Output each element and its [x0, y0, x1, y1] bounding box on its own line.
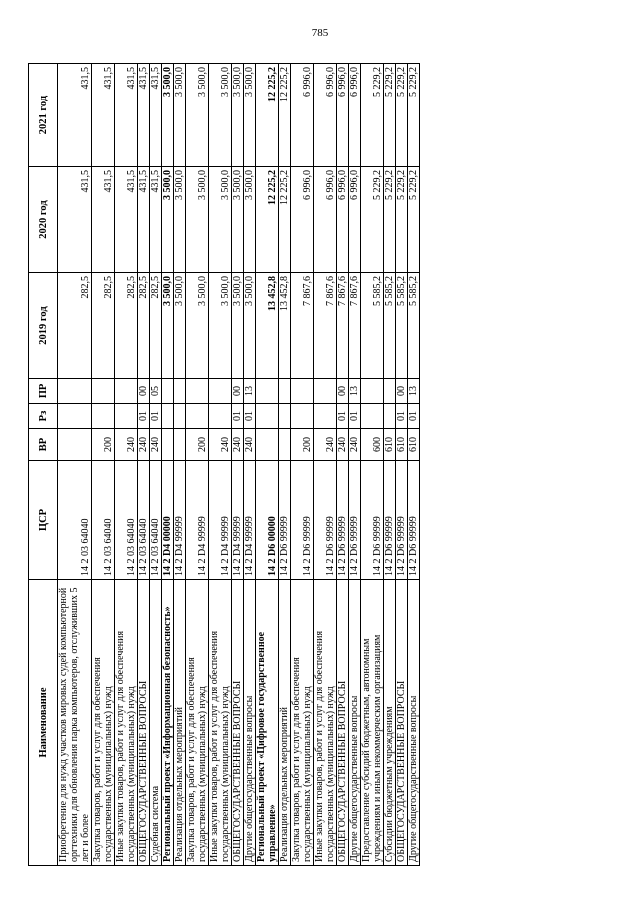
table-row — [186, 64, 209, 866]
row-rz — [279, 404, 291, 429]
row-2021: 3 500,0 — [186, 64, 209, 167]
row-vr — [279, 429, 291, 461]
row-vr: 240 — [115, 429, 138, 461]
table-row — [396, 64, 408, 866]
row-csr: 14 2 D4 99999 — [209, 461, 232, 580]
row-2019: 5 585,2 — [384, 273, 396, 379]
row-2021: 12 225,2 — [279, 64, 291, 167]
row-2019: 13 452,8 — [256, 273, 279, 379]
row-vr — [174, 429, 186, 461]
row-rz — [162, 404, 174, 429]
row-csr: 14 2 D4 00000 — [162, 461, 174, 580]
row-2020: 6 996,0 — [314, 167, 337, 273]
table-row — [279, 64, 291, 866]
row-csr: 14 2 D6 99999 — [337, 461, 349, 580]
rotated-page — [28, 64, 564, 866]
row-2019: 3 500,0 — [174, 273, 186, 379]
row-pr — [209, 379, 232, 404]
row-pr: 00 — [232, 379, 244, 404]
row-csr: 14 2 03 64040 — [138, 461, 150, 580]
row-2021: 6 996,0 — [337, 64, 349, 167]
row-2019: 3 500,0 — [244, 273, 256, 379]
header-rz: Рз — [29, 404, 58, 429]
row-rz — [361, 404, 384, 429]
row-2019: 7 867,6 — [337, 273, 349, 379]
row-vr: 600 — [361, 429, 384, 461]
row-2020: 6 996,0 — [349, 167, 361, 273]
table-row — [349, 64, 361, 866]
row-2020: 5 229,2 — [361, 167, 384, 273]
row-2019: 7 867,6 — [291, 273, 314, 379]
row-2021: 3 500,0 — [244, 64, 256, 167]
row-vr: 240 — [314, 429, 337, 461]
row-rz: 01 — [408, 404, 420, 429]
row-csr: 14 2 D6 99999 — [384, 461, 396, 580]
row-2021: 431,5 — [115, 64, 138, 167]
row-csr: 14 2 D4 99999 — [244, 461, 256, 580]
row-csr: 14 2 03 64040 — [115, 461, 138, 580]
row-2019: 5 585,2 — [408, 273, 420, 379]
row-pr: 13 — [408, 379, 420, 404]
row-2020: 431,5 — [150, 167, 162, 273]
table-row — [361, 64, 384, 866]
row-vr: 610 — [408, 429, 420, 461]
row-vr — [58, 429, 92, 461]
row-pr — [162, 379, 174, 404]
row-vr: 200 — [92, 429, 115, 461]
row-pr: 00 — [138, 379, 150, 404]
row-name: Судебная система — [150, 580, 162, 866]
row-2021: 12 225,2 — [256, 64, 279, 167]
row-vr: 240 — [150, 429, 162, 461]
row-2021: 3 500,0 — [209, 64, 232, 167]
row-vr: 200 — [291, 429, 314, 461]
row-name: Субсидии бюджетным учреждениям — [384, 580, 396, 866]
row-csr: 14 2 D4 99999 — [186, 461, 209, 580]
row-2020: 431,5 — [58, 167, 92, 273]
row-2021: 5 229,2 — [361, 64, 384, 167]
row-2019: 7 867,6 — [314, 273, 337, 379]
row-csr: 14 2 D6 99999 — [291, 461, 314, 580]
row-rz — [384, 404, 396, 429]
row-csr: 14 2 D6 99999 — [314, 461, 337, 580]
row-pr — [115, 379, 138, 404]
row-vr: 240 — [232, 429, 244, 461]
row-2019: 3 500,0 — [186, 273, 209, 379]
table-row — [92, 64, 115, 866]
row-rz — [291, 404, 314, 429]
row-2020: 12 225,2 — [256, 167, 279, 273]
row-2020: 3 500,0 — [186, 167, 209, 273]
row-vr: 240 — [337, 429, 349, 461]
row-2020: 431,5 — [115, 167, 138, 273]
row-rz: 01 — [138, 404, 150, 429]
table-row — [162, 64, 174, 866]
row-csr: 14 2 D6 00000 — [256, 461, 279, 580]
row-vr — [162, 429, 174, 461]
table-row — [115, 64, 138, 866]
header-2021: 2021 год — [29, 64, 58, 167]
row-pr: 00 — [396, 379, 408, 404]
row-2020: 3 500,0 — [232, 167, 244, 273]
row-vr: 240 — [138, 429, 150, 461]
row-2019: 282,5 — [92, 273, 115, 379]
row-pr — [279, 379, 291, 404]
row-vr: 610 — [384, 429, 396, 461]
row-2020: 431,5 — [138, 167, 150, 273]
budget-table — [28, 63, 420, 866]
row-rz: 01 — [232, 404, 244, 429]
row-vr: 610 — [396, 429, 408, 461]
row-pr: 00 — [337, 379, 349, 404]
row-rz — [256, 404, 279, 429]
row-pr: 13 — [244, 379, 256, 404]
row-name: Региональный проект «Цифровое государственное управление» — [256, 580, 279, 866]
header-vr: ВР — [29, 429, 58, 461]
row-2019: 13 452,8 — [279, 273, 291, 379]
row-2021: 3 500,0 — [174, 64, 186, 167]
row-rz: 01 — [150, 404, 162, 429]
row-pr — [384, 379, 396, 404]
header-pr: ПР — [29, 379, 58, 404]
row-2019: 282,5 — [150, 273, 162, 379]
row-2020: 5 229,2 — [396, 167, 408, 273]
row-rz — [209, 404, 232, 429]
row-2021: 431,5 — [92, 64, 115, 167]
row-name: Другие общегосударственные вопросы — [408, 580, 420, 866]
row-rz — [186, 404, 209, 429]
table-row — [209, 64, 232, 866]
row-2021: 3 500,0 — [162, 64, 174, 167]
header-2020: 2020 год — [29, 167, 58, 273]
row-vr — [256, 429, 279, 461]
row-2020: 3 500,0 — [174, 167, 186, 273]
row-2021: 431,5 — [138, 64, 150, 167]
row-rz: 01 — [396, 404, 408, 429]
header-2019: 2019 год — [29, 273, 58, 379]
row-rz — [92, 404, 115, 429]
row-2019: 3 500,0 — [162, 273, 174, 379]
header-row — [29, 64, 58, 866]
row-rz: 01 — [244, 404, 256, 429]
header-csr: ЦСР — [29, 461, 58, 580]
page-number: 785 — [311, 27, 329, 39]
row-pr — [58, 379, 92, 404]
row-2019: 282,5 — [138, 273, 150, 379]
row-2021: 6 996,0 — [291, 64, 314, 167]
table-row — [150, 64, 162, 866]
row-pr — [92, 379, 115, 404]
table-row — [232, 64, 244, 866]
row-2021: 6 996,0 — [349, 64, 361, 167]
row-2019: 5 585,2 — [361, 273, 384, 379]
row-2020: 3 500,0 — [162, 167, 174, 273]
row-name: ОБЩЕГОСУДАРСТВЕННЫЕ ВОПРОСЫ — [138, 580, 150, 866]
row-rz — [314, 404, 337, 429]
row-2021: 6 996,0 — [314, 64, 337, 167]
table-row — [58, 64, 92, 866]
row-name: Предоставление субсидий бюджетным, автономным учреждениям и иным некоммерческим организациям — [361, 580, 384, 866]
row-2020: 3 500,0 — [244, 167, 256, 273]
row-name: Иные закупки товаров, работ и услуг для обеспечения государственных (муниципальных) нужд — [209, 580, 232, 866]
row-2020: 3 500,0 — [209, 167, 232, 273]
row-name: Приобретение для нужд участков мировых судей компьютерной оргтехники для обновления парка компьютеров, отслуживших 5 лет и более — [58, 580, 92, 866]
row-name: ОБЩЕГОСУДАРСТВЕННЫЕ ВОПРОСЫ — [232, 580, 244, 866]
row-name: Закупка товаров, работ и услуг для обеспечения государственных (муниципальных) нужд — [291, 580, 314, 866]
row-csr: 14 2 D4 99999 — [232, 461, 244, 580]
row-pr: 13 — [349, 379, 361, 404]
row-name: ОБЩЕГОСУДАРСТВЕННЫЕ ВОПРОСЫ — [396, 580, 408, 866]
row-name: Иные закупки товаров, работ и услуг для обеспечения государственных (муниципальных) нужд — [314, 580, 337, 866]
row-rz: 01 — [337, 404, 349, 429]
row-rz — [58, 404, 92, 429]
row-vr: 240 — [244, 429, 256, 461]
table-row — [244, 64, 256, 866]
row-2020: 5 229,2 — [384, 167, 396, 273]
row-csr: 14 2 D6 99999 — [361, 461, 384, 580]
row-2021: 3 500,0 — [232, 64, 244, 167]
table-row — [138, 64, 150, 866]
row-pr: 05 — [150, 379, 162, 404]
row-2021: 5 229,2 — [408, 64, 420, 167]
row-2019: 282,5 — [58, 273, 92, 379]
row-2021: 5 229,2 — [384, 64, 396, 167]
header-name: Наименование — [29, 580, 58, 866]
row-2019: 282,5 — [115, 273, 138, 379]
row-vr: 200 — [186, 429, 209, 461]
table-row — [291, 64, 314, 866]
row-csr: 14 2 D6 99999 — [279, 461, 291, 580]
row-2019: 3 500,0 — [209, 273, 232, 379]
row-csr: 14 2 D4 99999 — [174, 461, 186, 580]
row-vr: 240 — [209, 429, 232, 461]
row-pr — [314, 379, 337, 404]
row-name: Региональный проект «Информационная безопасность» — [162, 580, 174, 866]
table-row — [337, 64, 349, 866]
row-name: Реализация отдельных мероприятий — [279, 580, 291, 866]
row-vr: 240 — [349, 429, 361, 461]
row-name: Другие общегосударственные вопросы — [244, 580, 256, 866]
row-pr — [256, 379, 279, 404]
row-name: Иные закупки товаров, работ и услуг для обеспечения государственных (муниципальных) нужд — [115, 580, 138, 866]
row-2019: 3 500,0 — [232, 273, 244, 379]
table-row — [256, 64, 279, 866]
row-2020: 12 225,2 — [279, 167, 291, 273]
row-2020: 6 996,0 — [291, 167, 314, 273]
row-2020: 6 996,0 — [337, 167, 349, 273]
row-csr: 14 2 D6 99999 — [408, 461, 420, 580]
table-row — [408, 64, 420, 866]
row-name: Реализация отдельных мероприятий — [174, 580, 186, 866]
row-2020: 431,5 — [92, 167, 115, 273]
table-row — [384, 64, 396, 866]
row-rz — [115, 404, 138, 429]
row-2019: 5 585,2 — [396, 273, 408, 379]
row-rz — [174, 404, 186, 429]
row-pr — [361, 379, 384, 404]
row-rz: 01 — [349, 404, 361, 429]
row-pr — [186, 379, 209, 404]
row-2019: 7 867,6 — [349, 273, 361, 379]
row-2020: 5 229,2 — [408, 167, 420, 273]
row-csr: 14 2 03 64040 — [58, 461, 92, 580]
row-csr: 14 2 03 64040 — [92, 461, 115, 580]
row-csr: 14 2 03 64040 — [150, 461, 162, 580]
row-csr: 14 2 D6 99999 — [396, 461, 408, 580]
row-name: ОБЩЕГОСУДАРСТВЕННЫЕ ВОПРОСЫ — [337, 580, 349, 866]
row-pr — [174, 379, 186, 404]
row-name: Закупка товаров, работ и услуг для обеспечения государственных (муниципальных) нужд — [186, 580, 209, 866]
row-pr — [291, 379, 314, 404]
row-name: Закупка товаров, работ и услуг для обеспечения государственных (муниципальных) нужд — [92, 580, 115, 866]
table-row — [314, 64, 337, 866]
row-2021: 431,5 — [150, 64, 162, 167]
row-2021: 431,5 — [58, 64, 92, 167]
row-2021: 5 229,2 — [396, 64, 408, 167]
row-csr: 14 2 D6 99999 — [349, 461, 361, 580]
row-name: Другие общегосударственные вопросы — [349, 580, 361, 866]
table-row — [174, 64, 186, 866]
